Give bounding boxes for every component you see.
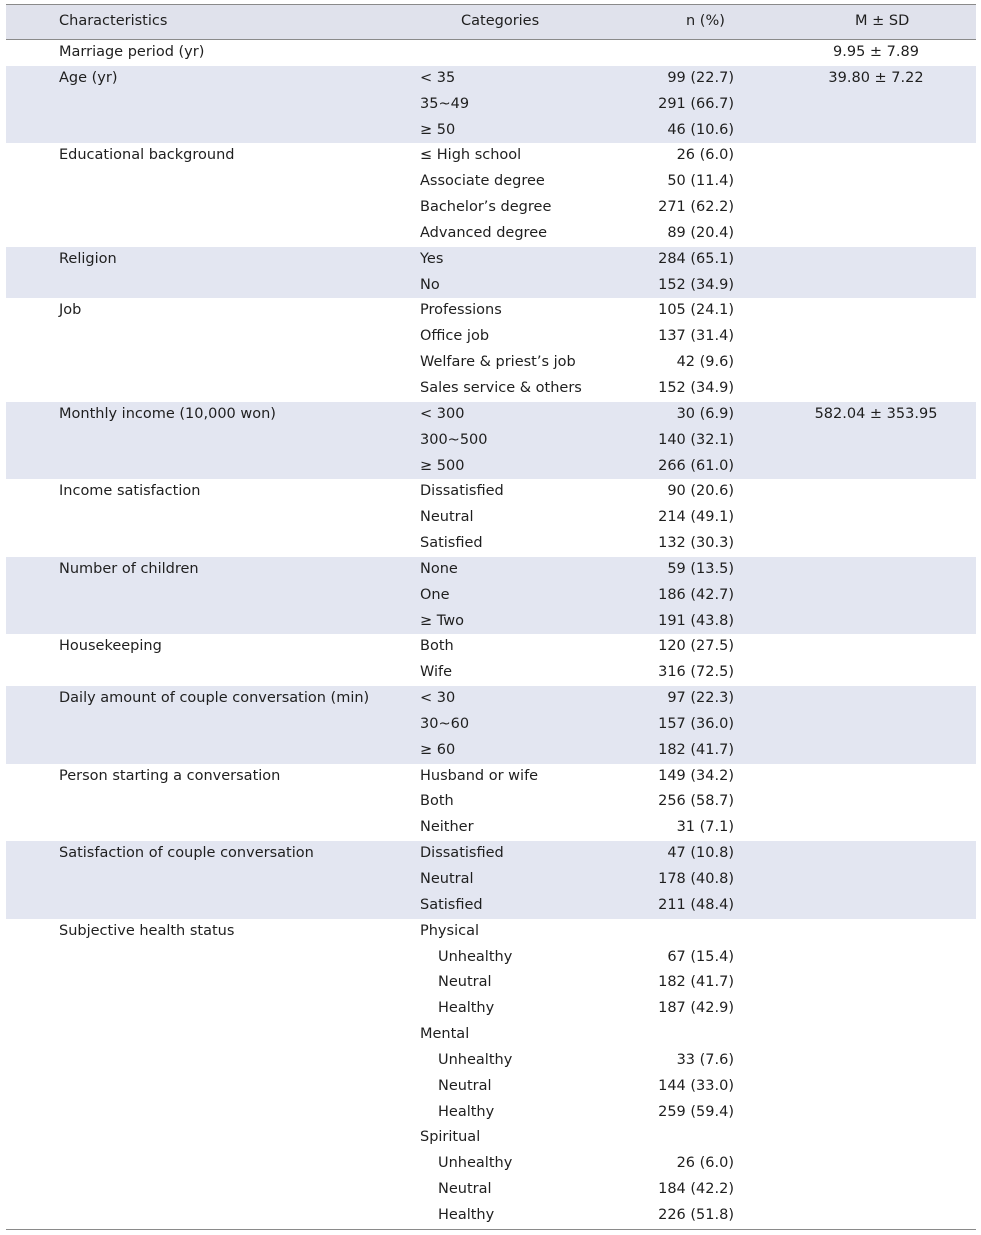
n-percent-cell: 26 (6.0) (676, 1155, 734, 1172)
n-percent-cell: 59 (13.5) (667, 560, 734, 577)
characteristic-cell: Religion (59, 250, 117, 267)
category-cell: Dissatisfied (420, 483, 504, 500)
n-percent-cell: 211 (48.4) (658, 896, 734, 913)
table-body (6, 40, 976, 1230)
table-row (6, 1100, 976, 1126)
category-cell: 300~500 (420, 431, 488, 448)
n-percent-cell: 157 (36.0) (658, 715, 734, 732)
n-percent-cell: 42 (9.6) (676, 354, 734, 371)
n-percent-cell: 316 (72.5) (658, 664, 734, 681)
characteristic-cell: Housekeeping (59, 638, 162, 655)
table-row (6, 505, 976, 531)
table-row (6, 376, 976, 402)
category-cell: Advanced degree (420, 224, 548, 241)
n-percent-cell: 152 (34.9) (658, 276, 734, 293)
mean-sd-cell: 39.80 ± 7.22 (828, 69, 924, 86)
characteristic-cell: Age (yr) (59, 69, 118, 86)
row-group (6, 247, 976, 299)
category-cell: Healthy (438, 1000, 495, 1017)
table-row (6, 454, 976, 480)
n-percent-cell: 33 (7.6) (676, 1051, 734, 1068)
table-row (6, 789, 976, 815)
category-cell: ≥ Two (420, 612, 464, 629)
category-cell: < 300 (420, 405, 465, 422)
category-cell: 30~60 (420, 715, 470, 732)
table-row (6, 557, 976, 583)
n-percent-cell: 26 (6.0) (676, 147, 734, 164)
table-row (6, 402, 976, 428)
characteristic-cell: Subjective health status (59, 922, 235, 939)
row-group (6, 764, 976, 842)
row-group (6, 919, 976, 1229)
characteristic-cell: Income satisfaction (59, 483, 201, 500)
n-percent-cell: 50 (11.4) (667, 173, 734, 190)
row-group (6, 298, 976, 401)
table-row (6, 841, 976, 867)
characteristic-cell: Satisfaction of couple conversation (59, 845, 314, 862)
characteristic-cell: Daily amount of couple conversation (min) (59, 690, 370, 707)
table-row (6, 1203, 976, 1229)
n-percent-cell: 186 (42.7) (658, 586, 734, 603)
row-group (6, 402, 976, 480)
n-percent-cell: 178 (40.8) (658, 871, 734, 887)
table-row (6, 945, 976, 971)
category-cell: Neither (420, 819, 474, 836)
category-cell: Associate degree (420, 173, 545, 190)
table-row (6, 118, 976, 144)
table-row (6, 1125, 976, 1151)
table-row (6, 40, 976, 66)
row-group (6, 557, 976, 635)
table-header (6, 4, 976, 40)
row-group (6, 841, 976, 919)
mean-sd-cell: 9.95 ± 7.89 (833, 44, 919, 60)
category-cell: Neutral (420, 509, 474, 526)
category-cell: Welfare & priest’s job (420, 354, 576, 371)
n-percent-cell: 46 (10.6) (667, 121, 734, 138)
table-row (6, 609, 976, 635)
n-percent-cell: 214 (49.1) (658, 509, 734, 526)
n-percent-cell: 97 (22.3) (667, 690, 734, 707)
category-cell: Neutral (420, 871, 474, 887)
category-cell: Neutral (438, 1181, 492, 1198)
table-row (6, 1151, 976, 1177)
category-cell: Both (420, 638, 454, 655)
category-cell: < 35 (420, 69, 456, 86)
table-row (6, 583, 976, 609)
n-percent-cell: 182 (41.7) (658, 974, 734, 991)
category-cell: Spiritual (420, 1129, 481, 1146)
header-n-percent: n (%) (686, 13, 725, 29)
header-mean-sd: M ± SD (855, 13, 910, 29)
row-group (6, 479, 976, 557)
table-row (6, 815, 976, 841)
category-cell: ≥ 60 (420, 741, 456, 758)
n-percent-cell: 132 (30.3) (658, 535, 734, 552)
category-cell: Unhealthy (438, 1155, 513, 1172)
table-row (6, 350, 976, 376)
characteristic-cell: Marriage period (yr) (59, 44, 205, 60)
table-row (6, 221, 976, 247)
category-cell: No (420, 276, 440, 293)
header-categories: Categories (461, 13, 540, 29)
n-percent-cell: 152 (34.9) (658, 379, 734, 396)
table-row (6, 479, 976, 505)
category-cell: Neutral (438, 1077, 492, 1094)
characteristic-cell: Educational background (59, 147, 235, 164)
n-percent-cell: 137 (31.4) (658, 328, 734, 345)
table-row (6, 712, 976, 738)
table-row (6, 66, 976, 92)
row-group (6, 686, 976, 764)
category-cell: Both (420, 793, 454, 810)
n-percent-cell: 187 (42.9) (658, 1000, 734, 1017)
n-percent-cell: 120 (27.5) (658, 638, 734, 655)
category-cell: ≥ 50 (420, 121, 456, 138)
n-percent-cell: 90 (20.6) (667, 483, 734, 500)
n-percent-cell: 99 (22.7) (667, 69, 734, 86)
row-group (6, 66, 976, 144)
n-percent-cell: 291 (66.7) (658, 95, 734, 112)
table-row (6, 764, 976, 790)
category-cell: Neutral (438, 974, 492, 991)
mean-sd-cell: 582.04 ± 353.95 (814, 405, 938, 422)
category-cell: Unhealthy (438, 948, 513, 965)
header-characteristics: Characteristics (59, 13, 168, 29)
n-percent-cell: 184 (42.2) (658, 1181, 734, 1198)
table-row (6, 919, 976, 945)
table-row (6, 1048, 976, 1074)
n-percent-cell: 30 (6.9) (676, 405, 734, 422)
table-row (6, 686, 976, 712)
category-cell: ≥ 500 (420, 457, 465, 474)
table-row (6, 324, 976, 350)
table-row (6, 531, 976, 557)
table-row (6, 1022, 976, 1048)
table-row (6, 273, 976, 299)
characteristic-cell: Number of children (59, 560, 199, 577)
table-row (6, 660, 976, 686)
table-row (6, 893, 976, 919)
category-cell: Satisfied (420, 535, 483, 552)
table-row (6, 970, 976, 996)
row-group (6, 143, 976, 246)
category-cell: Physical (420, 922, 479, 939)
n-percent-cell: 140 (32.1) (658, 431, 734, 448)
category-cell: Mental (420, 1026, 470, 1043)
n-percent-cell: 89 (20.4) (667, 224, 734, 241)
characteristics-table (6, 4, 976, 1230)
table-row (6, 92, 976, 118)
category-cell: Dissatisfied (420, 845, 504, 862)
table-row (6, 247, 976, 273)
category-cell: Unhealthy (438, 1051, 513, 1068)
category-cell: Office job (420, 328, 490, 345)
table-row (6, 867, 976, 893)
n-percent-cell: 47 (10.8) (667, 845, 734, 862)
category-cell: ≤ High school (420, 147, 522, 164)
n-percent-cell: 67 (15.4) (667, 948, 734, 965)
n-percent-cell: 149 (34.2) (658, 767, 734, 784)
characteristic-cell: Person starting a conversation (59, 767, 281, 784)
n-percent-cell: 31 (7.1) (676, 819, 734, 836)
n-percent-cell: 226 (51.8) (658, 1206, 734, 1223)
table-row (6, 298, 976, 324)
table-row (6, 996, 976, 1022)
characteristic-cell: Job (59, 302, 82, 319)
table-row (6, 1074, 976, 1100)
n-percent-cell: 144 (33.0) (658, 1077, 734, 1094)
table-row (6, 195, 976, 221)
table-row (6, 1177, 976, 1203)
category-cell: 35~49 (420, 95, 470, 112)
category-cell: < 30 (420, 690, 456, 707)
n-percent-cell: 266 (61.0) (658, 457, 734, 474)
n-percent-cell: 284 (65.1) (658, 250, 734, 267)
n-percent-cell: 191 (43.8) (658, 612, 734, 629)
category-cell: Yes (420, 250, 444, 267)
category-cell: Wife (420, 664, 453, 681)
table-row (6, 428, 976, 454)
n-percent-cell: 182 (41.7) (658, 741, 734, 758)
n-percent-cell: 256 (58.7) (658, 793, 734, 810)
table-row (6, 169, 976, 195)
category-cell: Husband or wife (420, 767, 539, 784)
n-percent-cell: 271 (62.2) (658, 199, 734, 216)
n-percent-cell: 105 (24.1) (658, 302, 734, 319)
table-row (6, 738, 976, 764)
characteristic-cell: Monthly income (10,000 won) (59, 405, 276, 422)
category-cell: Professions (420, 302, 502, 319)
row-group (6, 634, 976, 686)
category-cell: Healthy (438, 1206, 495, 1223)
n-percent-cell: 259 (59.4) (658, 1103, 734, 1120)
category-cell: None (420, 560, 458, 577)
category-cell: Sales service & others (420, 379, 582, 396)
category-cell: Bachelor’s degree (420, 199, 552, 216)
table-row (6, 634, 976, 660)
category-cell: Healthy (438, 1103, 495, 1120)
table-row (6, 143, 976, 169)
category-cell: Satisfied (420, 896, 483, 913)
row-group (6, 40, 976, 66)
category-cell: One (420, 586, 450, 603)
